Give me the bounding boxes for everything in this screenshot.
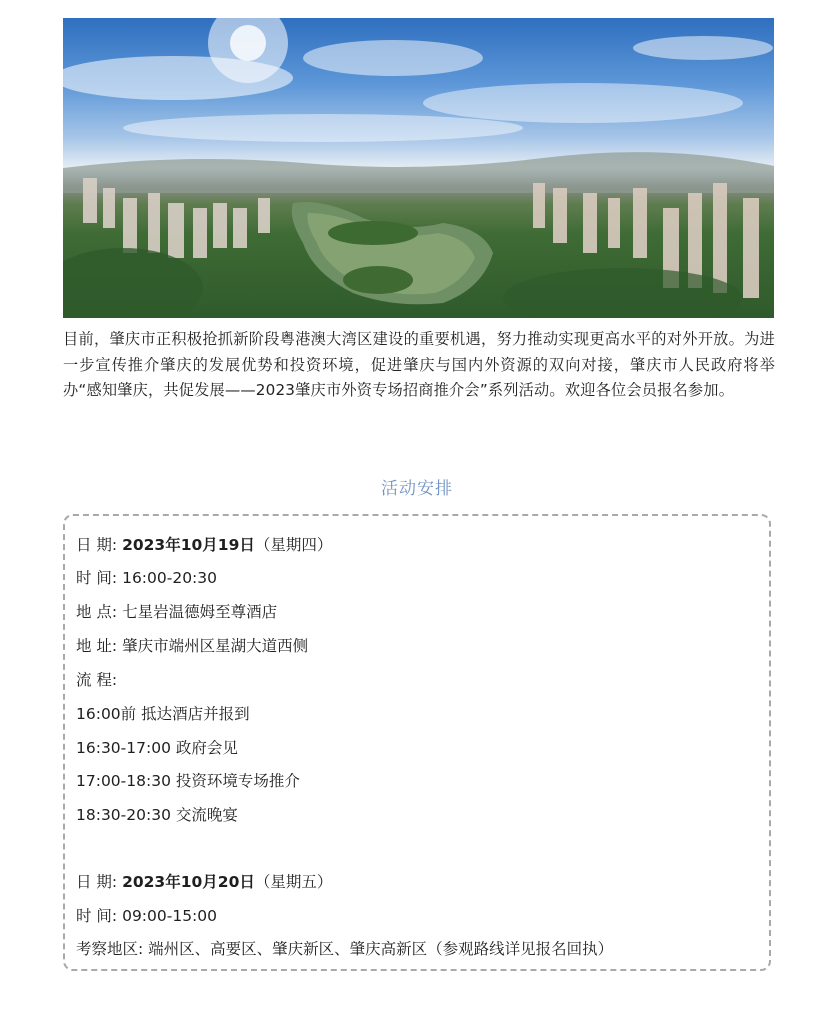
intro-paragraph: 目前，肇庆市正积极抢抓新阶段粤港澳大湾区建设的重要机遇，努力推动实现更高水平的对外开放。为进一步宣传推介肇庆的发展优势和投资环境，促进肇庆与国内外资源的双向对接，肇庆市人民政府将举办“感知肇庆，共促发展——2023肇庆市外资专场招商推介会”系列活动。欢迎各位会员报名参加。 [63,330,775,399]
day2-date-value: 2023年10月20日 [122,873,255,891]
day1-flow-item: 18:30-20:30 交流晚宴 [76,806,238,824]
panorama-illustration [63,18,774,318]
day1-flow-item: 17:00-18:30 投资环境专场推介 [76,772,300,790]
day1-flow-item: 16:00前 抵达酒店并报到 [76,705,250,723]
day2-time: 时 间: 09:00-15:00 [76,907,218,925]
day2-date-label: 日 期: [76,873,123,891]
day1-date-label: 日 期: [76,536,123,554]
day1-address: 地 址: 肇庆市端州区星湖大道西侧 [76,637,309,655]
day1-date-value: 2023年10月19日 [122,536,255,554]
day2-area: 考察地区: 端州区、高要区、肇庆新区、肇庆高新区（参观路线详见报名回执） [76,940,614,958]
day1-flow-item: 16:30-17:00 政府会见 [76,739,238,757]
city-panorama-image [63,18,774,318]
day2-date-line [76,870,332,892]
day1-place: 地 点: 七星岩温德姆至尊酒店 [76,603,278,621]
day1-weekday: （星期四） [254,536,333,554]
schedule-title: 活动安排 [381,479,453,499]
day1-flow-label: 流 程: [76,671,118,689]
day2-weekday: （星期五） [254,873,333,891]
day1-date-line [76,533,332,555]
day1-time: 时 间: 16:00-20:30 [76,569,218,587]
